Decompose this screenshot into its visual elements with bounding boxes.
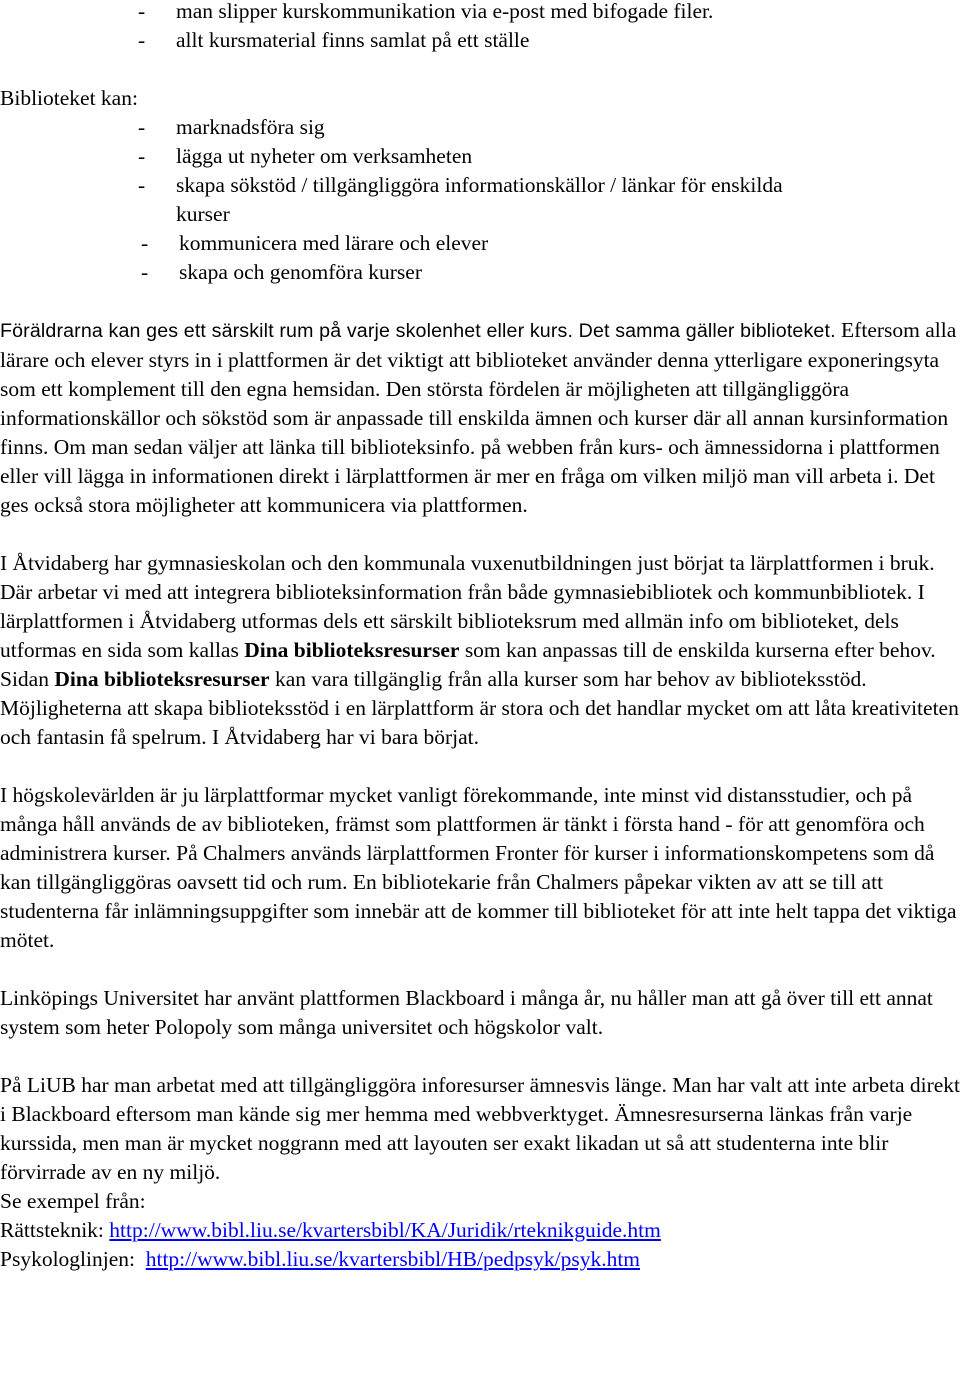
list-dash: -	[141, 260, 149, 284]
list-item	[0, 229, 784, 258]
list-dash: -	[138, 115, 146, 139]
list-dash: -	[138, 0, 146, 23]
list-item	[0, 142, 784, 171]
list-dash: -	[138, 144, 146, 168]
list-item-text: skapa sökstöd / tillgängliggöra informationskällor / länkar för enskilda kurser	[176, 173, 783, 226]
blank-line	[0, 55, 960, 84]
blank-line	[0, 1042, 960, 1071]
list-item	[0, 113, 784, 142]
paragraph-platform	[0, 316, 960, 520]
paragraph-liub: På LiUB har man arbetat med att tillgängliggöra inforesurser ämnesvis länge. Man har valt att inte arbeta direkt i Blackboard eftersom man kände sig mer hemma med webbverktyget. Ämnesresurserna länkas från varje kurssida, men man är mycket noggrann med att layouten ser exakt likadan ut så att studenterna inte blir förvirrade av en ny miljö.	[0, 1073, 960, 1184]
list-item-text: marknadsföra sig	[176, 115, 325, 139]
list-item-text: kommunicera med lärare och elever	[179, 231, 489, 255]
list-item-text: skapa och genomföra kurser	[179, 260, 422, 284]
bold-term: Dina biblioteksresurser	[54, 667, 270, 691]
top-bullet-list	[0, 0, 960, 55]
list-item-text: lägga ut nyheter om verksamheten	[176, 144, 473, 168]
list-item	[0, 0, 784, 26]
example-link[interactable]: http://www.bibl.liu.se/kvartersbibl/KA/Juridik/rteknikguide.htm	[109, 1218, 661, 1242]
example-link-row	[0, 1216, 960, 1245]
paragraph-main-text: Eftersom alla lärare och elever styrs in i plattformen är det viktigt att biblioteket använder denna ytterligare exponeringsyta som ett komplement till den egna hemsidan. Den största fördelen är möjligheten att tillgängliggöra informationskällor och sökstöd som är anpassade till enskilda ämnen och kurser där all annan kursinformation finns. Om man sedan väljer att länka till biblioteksinfo. på webben från kurs- och ämnessidorna i plattformen eller vill lägga in informationen direkt i lärplattformen är mer en fråga om vilken miljö man vill arbeta i. Det ges också stora möjligheter att kommunicera via plattformen.	[0, 318, 957, 517]
example-link[interactable]: http://www.bibl.liu.se/kvartersbibl/HB/pedpsyk/psyk.htm	[145, 1247, 641, 1271]
example-link-label: Psykologlinjen:	[0, 1247, 146, 1271]
examples-intro: Se exempel från:	[0, 1189, 146, 1213]
list-item-text: allt kursmaterial finns samlat på ett ställe	[176, 28, 530, 52]
example-link-label: Rättsteknik:	[0, 1218, 110, 1242]
bold-term: Dina biblioteksresurser	[244, 638, 460, 662]
blank-line	[0, 752, 960, 781]
list-dash: -	[138, 173, 146, 197]
list-item	[0, 258, 784, 287]
paragraph-linkoping: Linköpings Universitet har använt plattformen Blackboard i många år, nu håller man att gå över till ett annat system som heter Polopoly som många universitet och högskolor valt.	[0, 986, 933, 1039]
paragraph-text: kan vara tillgänglig från alla kurser som har behov av biblioteksstöd. Möjligheterna att skapa biblioteksstöd i en lärplattform är stora och det handlar mycket om att låta kreativiteten och fantasin få spelrum. I Åtvidaberg har vi bara börjat.	[0, 667, 959, 749]
paragraph-parents-text: Föräldrarna kan ges ett särskilt rum på varje skolenhet eller kurs. Det samma gäller biblioteket.	[0, 320, 836, 342]
library-heading: Biblioteket kan:	[0, 86, 138, 110]
list-item	[0, 171, 784, 229]
blank-line	[0, 287, 960, 316]
paragraph-hogskola: I högskolevärlden är ju lärplattformar mycket vanligt förekommande, inte minst vid distansstudier, och på många håll används de av biblioteken, främst som plattformen är tänkt i första hand - för att genomföra och administrera kurser. På Chalmers används lärplattformen Fronter för kurser i informationskompetens som då kan tillgängliggöras oavsett tid och rum. En bibliotekarie från Chalmers påpekar vikten av att se till att studenterna får inlämningsuppgifter som innebär att de kommer till biblioteket för att inte helt tappa det viktiga mötet.	[0, 783, 957, 952]
list-item	[0, 26, 784, 55]
paragraph-atvidaberg	[0, 549, 960, 752]
blank-line	[0, 520, 960, 549]
paragraph-text: som kan anpassas till de enskilda kurserna efter behov. Sidan	[0, 638, 936, 691]
list-dash: -	[141, 231, 149, 255]
blank-line	[0, 955, 960, 984]
library-bullet-list	[0, 113, 960, 287]
example-link-row	[0, 1245, 960, 1274]
paragraph-text: I Åtvidaberg har gymnasieskolan och den kommunala vuxenutbildningen just börjat ta lärplattformen i bruk. Där arbetar vi med att integrera biblioteksinformation från både gymnasiebibliotek och kommunbibliotek. I lärplattformen i Åtvidaberg utformas dels ett särskilt biblioteksrum med allmän info om biblioteket, dels utformas en sida som kallas	[0, 551, 935, 662]
list-dash: -	[138, 28, 146, 52]
list-item-text: man slipper kurskommunikation via e-post med bifogade filer.	[176, 0, 714, 23]
